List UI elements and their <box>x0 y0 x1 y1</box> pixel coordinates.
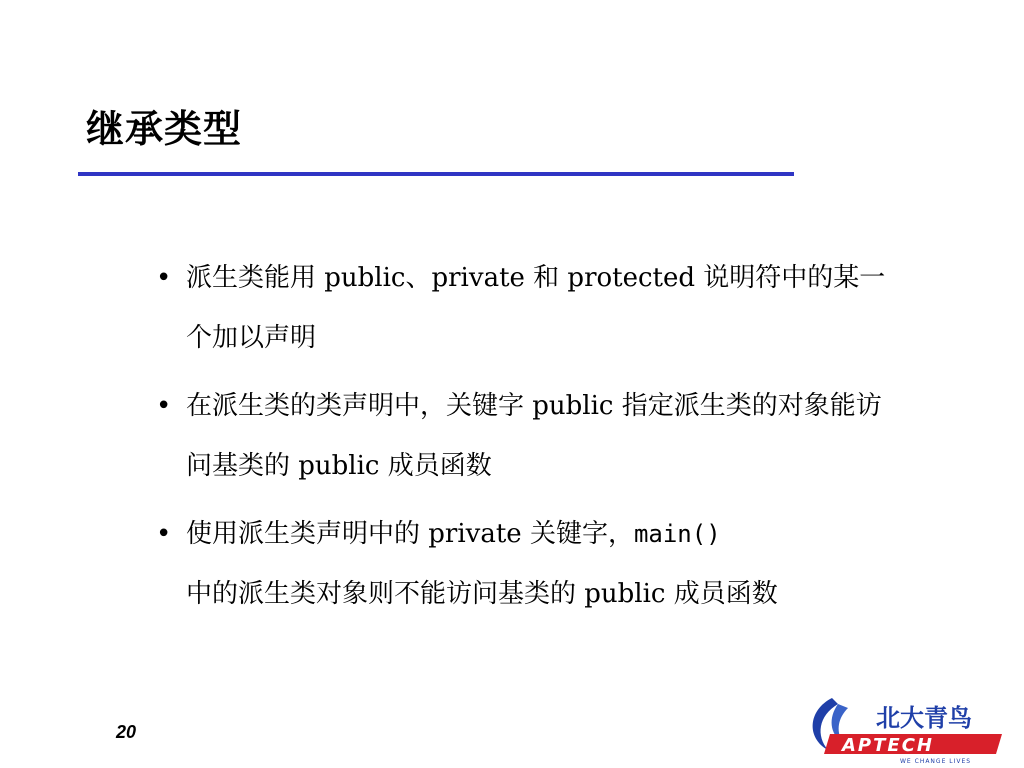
bullet-item <box>150 376 890 496</box>
logo-en-text: APTECH <box>842 735 934 756</box>
logo-cn-text: 北大青鸟 <box>876 704 972 732</box>
bullet-item <box>150 504 890 624</box>
bullet-text-part: 在派生类的类声明中，关键字 public 指定派生类的对象能访问基类的 public 成员函数 <box>186 391 882 481</box>
bullet-text <box>186 376 886 496</box>
aptech-logo <box>802 688 1004 766</box>
bullet-text <box>186 248 886 368</box>
bullet-text-part: 中的派生类对象则不能访问基类的 public 成员函数 <box>186 579 778 609</box>
bullet-dot-icon: • <box>156 391 172 421</box>
bullet-list <box>150 248 890 632</box>
bullet-item <box>150 248 890 368</box>
logo-tagline: WE CHANGE LIVES <box>900 758 972 765</box>
bullet-text <box>186 504 886 624</box>
bullet-text-part: 使用派生类声明中的 private 关键字， <box>186 519 634 549</box>
title-underline <box>78 172 794 176</box>
bullet-dot-icon: • <box>156 519 172 549</box>
code-snippet: main() <box>633 520 721 548</box>
page-number: 20 <box>116 722 137 742</box>
slide-title: 继承类型 <box>86 107 243 151</box>
bullet-dot-icon: • <box>156 263 172 293</box>
bullet-text-part: 派生类能用 public、private 和 protected 说明符中的某一个加以声明 <box>186 263 886 353</box>
